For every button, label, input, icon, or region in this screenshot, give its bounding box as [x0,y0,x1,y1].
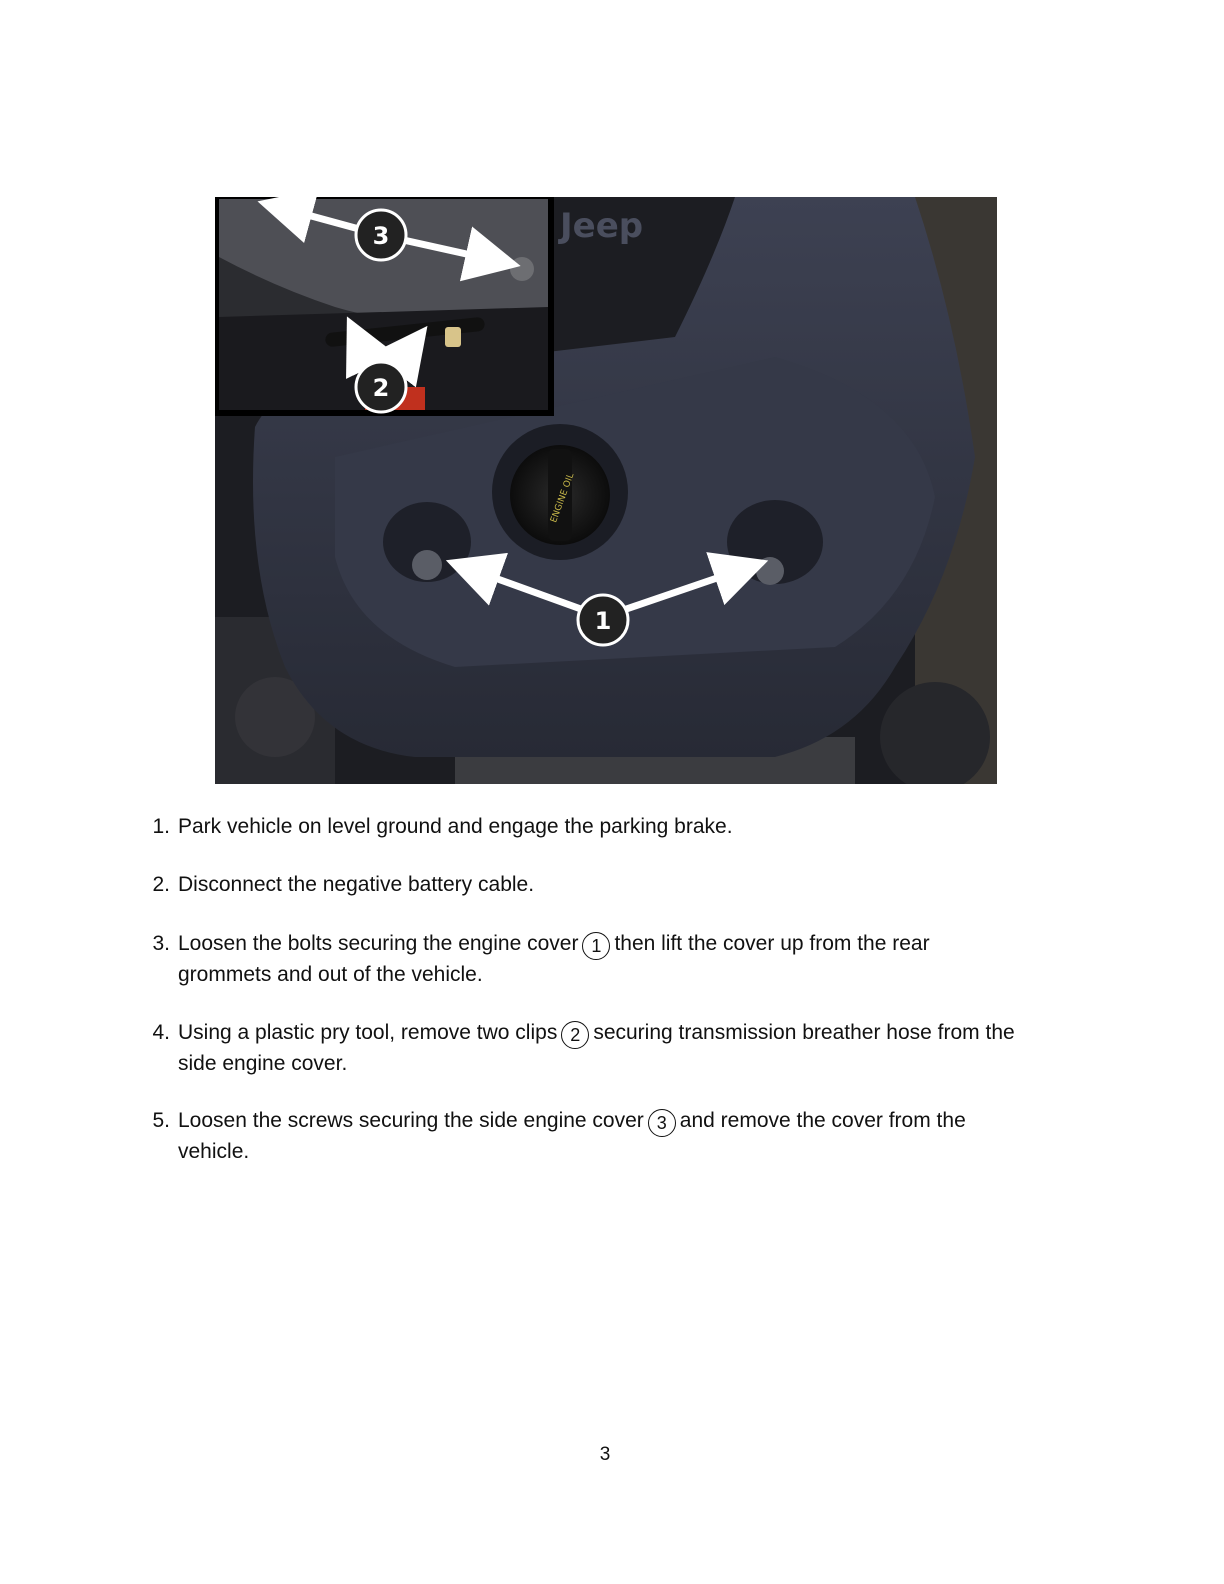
step-text: Using a plastic pry tool, remove two clips [178,1020,558,1044]
step-3 [140,929,1100,990]
svg-text:1: 1 [594,607,612,635]
engine-cover-photo [215,197,997,784]
inset-photo [215,197,554,416]
callout-ref-3: 3 [648,1109,676,1137]
jeep-logo: Jeep [560,206,644,246]
step-text-line2: vehicle. [178,1140,250,1163]
step-number: 3. [152,932,170,955]
step-1 [140,812,1100,842]
step-text: Loosen the bolts securing the engine cover [178,932,579,955]
step-4 [140,1018,1100,1079]
step-number: 1. [152,815,170,838]
callout-1 [578,595,628,645]
step-text: then lift the cover up from the rear [614,932,930,955]
callout-ref-1: 1 [582,932,610,960]
callout-2 [356,362,406,412]
step-text: Park vehicle on level ground and engage the parking brake. [178,815,733,838]
step-2 [140,870,1100,900]
svg-text:2: 2 [372,374,390,402]
step-number: 2. [152,872,170,896]
step-text: Disconnect the negative battery cable. [178,872,535,896]
callout-3 [356,210,406,260]
step-number: 4. [152,1020,170,1044]
procedure-steps [140,812,1100,1195]
step-text-line2: side engine cover. [178,1051,348,1075]
oil-cap-label: ENGINE OIL [549,471,577,525]
step-text: and remove the cover from the [679,1109,966,1132]
page-number: 3 [599,1444,611,1465]
svg-text:3: 3 [372,222,390,250]
step-text: securing transmission breather hose from the [593,1020,1015,1044]
callout-ref-2: 2 [561,1021,589,1049]
step-text-line2: grommets and out of the vehicle. [178,963,483,986]
step-number: 5. [152,1109,170,1132]
step-5 [140,1106,1100,1167]
step-text: Loosen the screws securing the side engine cover [178,1109,644,1132]
